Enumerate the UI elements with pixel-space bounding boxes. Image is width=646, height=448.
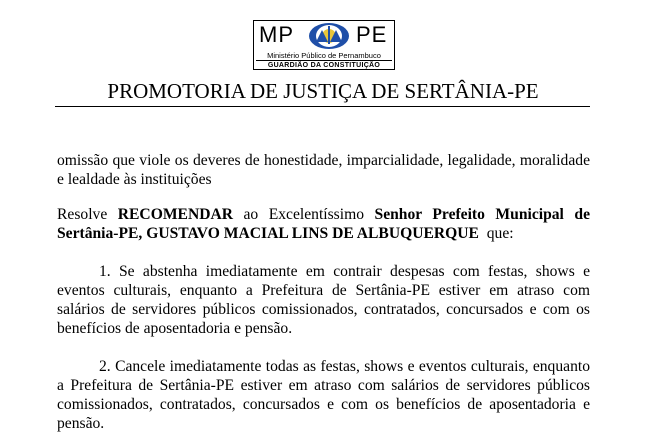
recommendation-item-1: 1. Se abstenha imediatamente em contrair despesas com festas, shows e eventos culturais, enquanto a Prefeitura de Sertânia-PE estiver em atraso com salários de servidores públicos comissionados, contratados, concursados e com os benefícios de aposentadoria e pensão.	[57, 263, 590, 337]
recommendation-item-2: 2. Cancele imediatamente todas as festas, shows e eventos culturais, enquanto a Prefeitura de Sertânia-PE estiver em atraso com salários de servidores públicos comissionados, contratados, concursados e com os benefícios de aposentadoria e pensão.	[57, 358, 590, 432]
scales-emblem-icon	[306, 22, 352, 50]
resolve-text-2: ao Excelentíssimo	[232, 206, 375, 223]
logo-institution-name: Ministério Público de Pernambuco	[267, 51, 381, 60]
paragraph-resolve	[57, 205, 590, 243]
logo-mp-letters: MP	[259, 22, 294, 47]
header-divider	[55, 106, 590, 107]
resolve-text-3: que:	[478, 225, 514, 242]
resolve-addressee: Senhor Prefeito Municipal de Sertânia-PE, GUSTAVO MACIAL LINS DE ALBUQUERQUE	[57, 206, 590, 242]
mppe-logo	[253, 20, 395, 70]
resolve-text-1: Resolve	[57, 206, 118, 223]
office-title: PROMOTORIA DE JUSTIÇA DE SERTÂNIA-PE	[107, 79, 539, 103]
logo-pe-letters: PE	[356, 22, 388, 47]
resolve-recomendar: RECOMENDAR	[117, 206, 233, 223]
paragraph-continuation: omissão que viole os deveres de honestidade, imparcialidade, legalidade, moralidade e lealdade às instituições	[57, 152, 590, 188]
logo-motto: GUARDIÃO DA CONSTITUIÇÃO	[256, 60, 392, 70]
